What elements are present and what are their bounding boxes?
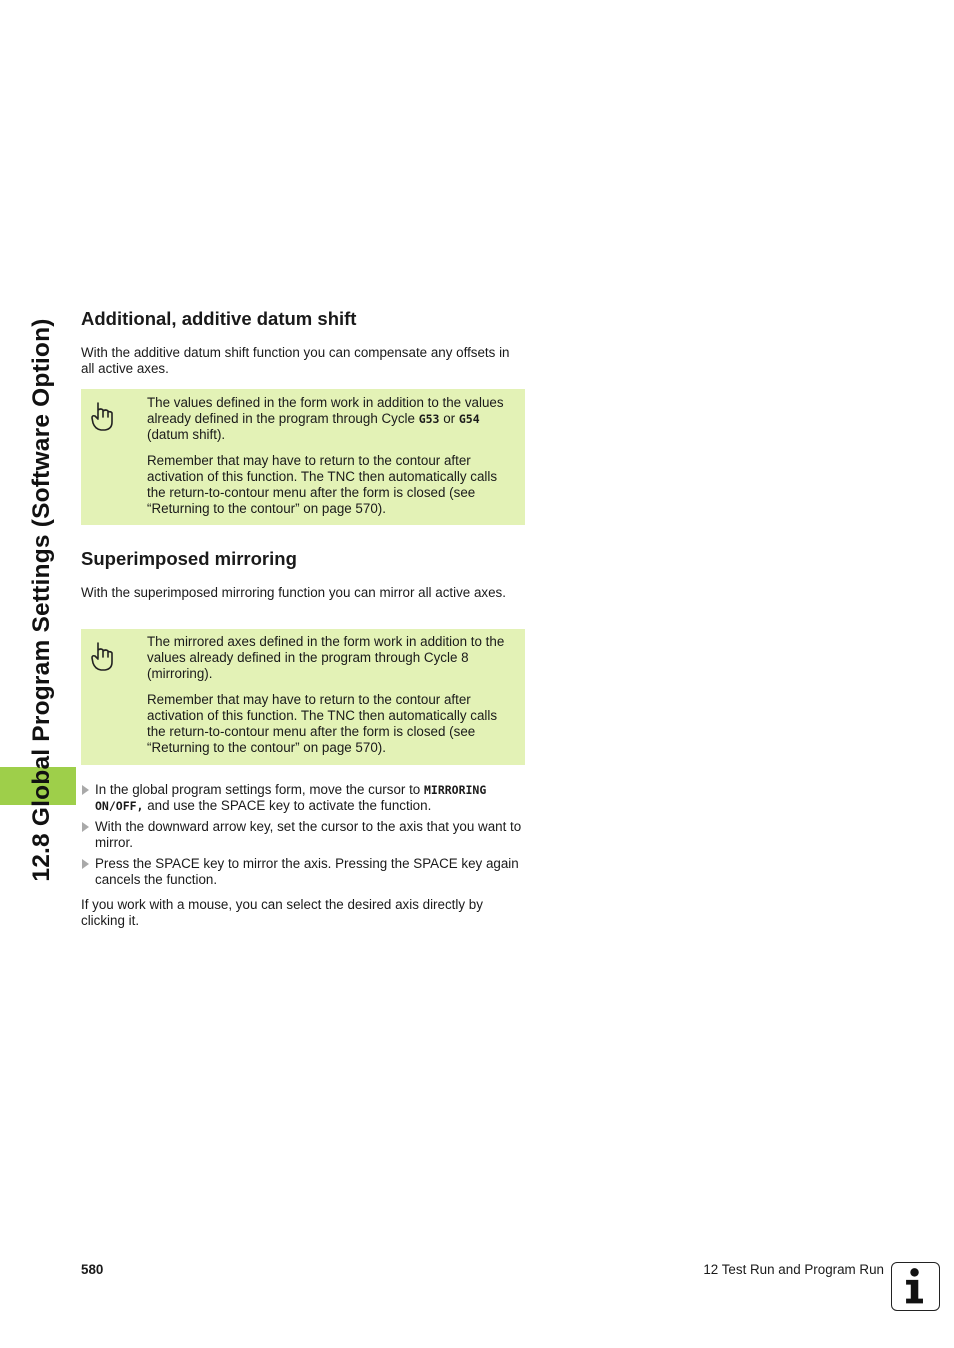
note-paragraph: Remember that may have to return to the contour after activation of this function. The TNC then automatically calls the return-to-contour menu after the form is closed (see “Returning to the contour” on page 570).	[147, 453, 498, 516]
note-box-datum-shift	[81, 389, 525, 525]
code-g53: G53	[418, 412, 440, 426]
section-heading-mirroring: Superimposed mirroring	[81, 548, 297, 569]
note-box-mirroring	[81, 629, 525, 765]
note-text	[147, 634, 517, 766]
triangle-bullet-icon	[82, 785, 89, 795]
list-item: With the downward arrow key, set the cursor to the axis that you want to mirror.	[81, 819, 523, 851]
mirroring-outro: If you work with a mouse, you can select the desired axis directly by clicking it.	[81, 897, 483, 928]
pointing-hand-icon	[89, 401, 115, 433]
chapter-side-title: 12.8 Global Program Settings (Software Option)	[28, 318, 55, 882]
footer-chapter-title: 12 Test Run and Program Run	[703, 1262, 884, 1277]
note-paragraph: The values defined in the form work in addition to the values already defined in the program through Cycle G53 or G54 (datum shift).	[147, 395, 504, 442]
mirroring-intro: With the superimposed mirroring function you can mirror all active axes.	[81, 585, 506, 600]
note-text	[147, 395, 517, 527]
page-number: 580	[81, 1262, 104, 1277]
code-g54: G54	[458, 412, 480, 426]
section-heading-datum-shift: Additional, additive datum shift	[81, 308, 357, 329]
triangle-bullet-icon	[82, 822, 89, 832]
code-mirroring-on-off: MIRRORING ON/OFF,	[95, 783, 487, 813]
note-paragraph: Remember that may have to return to the contour after activation of this function. The TNC then automatically calls the return-to-contour menu after the form is closed (see “Returning to the contour” on page 570).	[147, 692, 498, 755]
pointing-hand-icon	[89, 641, 115, 673]
info-icon	[891, 1262, 940, 1311]
triangle-bullet-icon	[82, 859, 89, 869]
datum-shift-intro: With the additive datum shift function you can compensate any offsets in all active axes.	[81, 345, 510, 376]
list-item: Press the SPACE key to mirror the axis. Pressing the SPACE key again cancels the function.	[81, 856, 523, 888]
list-item: In the global program settings form, move the cursor to MIRRORING ON/OFF, and use the SPACE key to activate the function.	[81, 782, 523, 814]
mirroring-steps-list	[81, 782, 523, 893]
note-paragraph: The mirrored axes defined in the form work in addition to the values already defined in the program through Cycle 8 (mirroring).	[147, 634, 505, 681]
